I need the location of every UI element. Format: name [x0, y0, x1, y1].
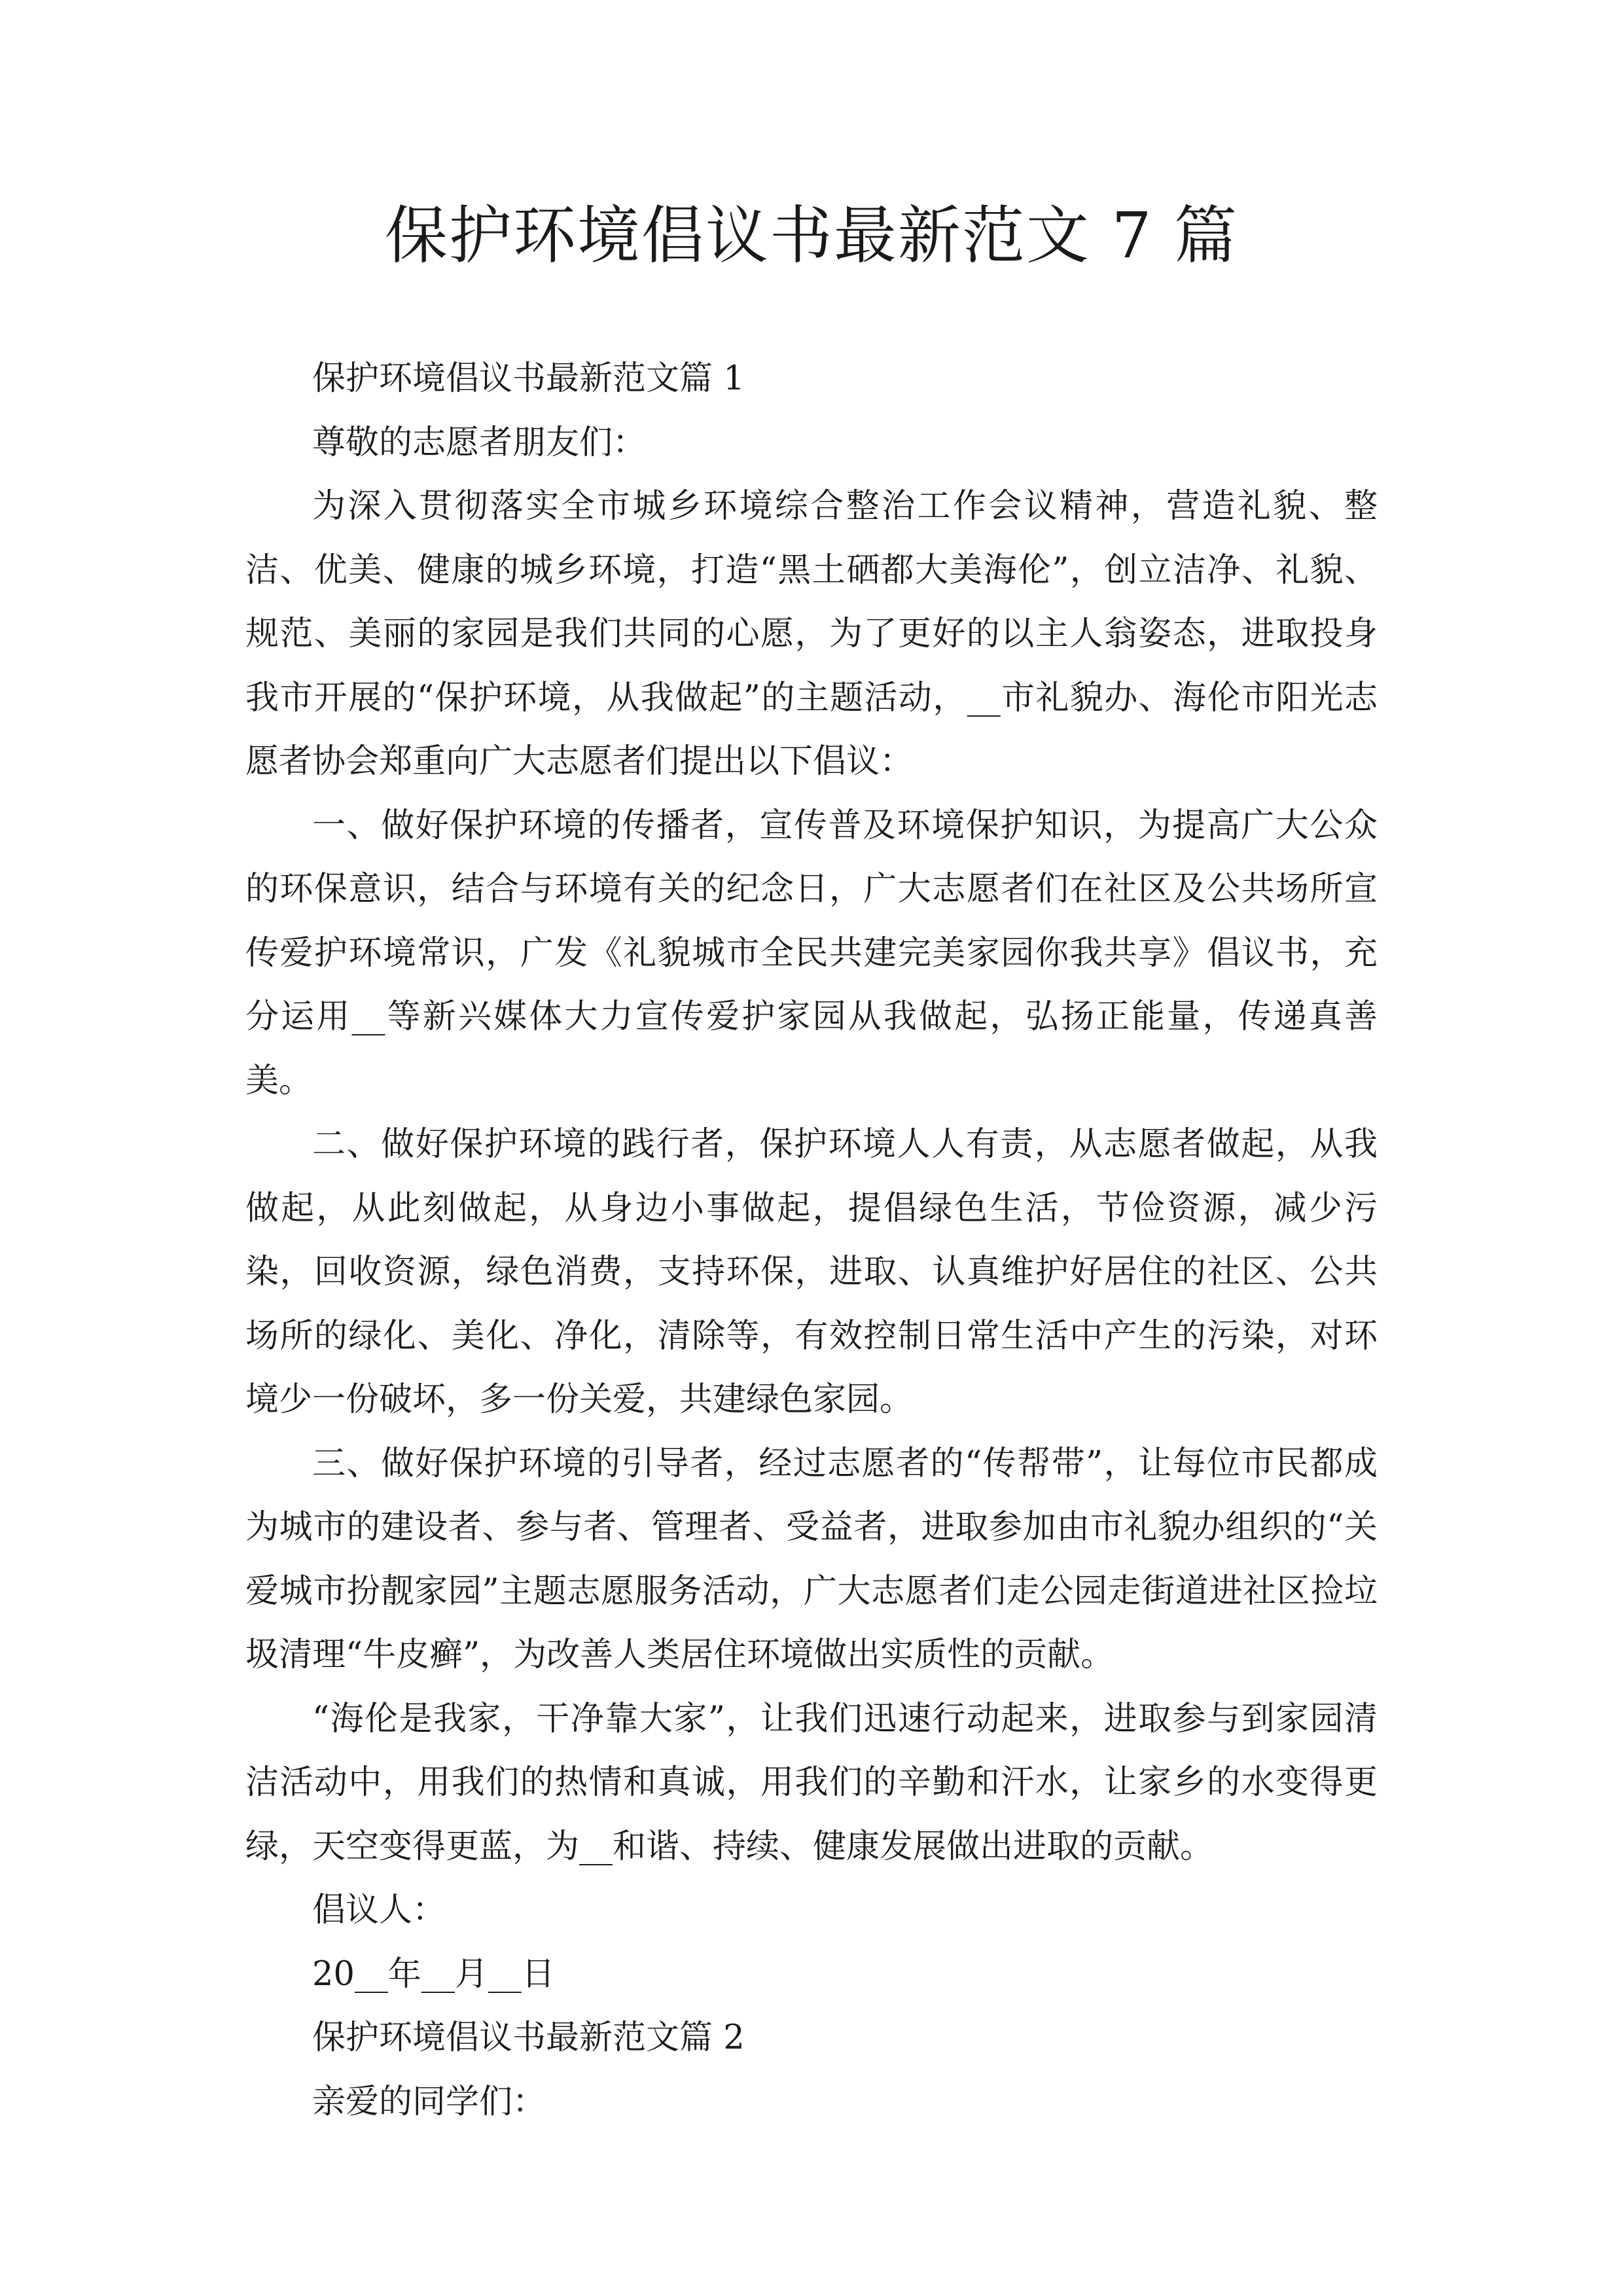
section-heading-1: 保护环境倡议书最新范文篇 1: [312, 359, 745, 398]
salutation-2: 亲爱的同学们：: [312, 2082, 546, 2121]
paragraph-point-2: 二、做好保护环境的践行者，保护环境人人有责，从志愿者做起，从我做起，从此刻做起，从身边小事做起，提倡绿色生活，节俭资源，减少污染，回收资源，绿色消费，支持环保，进取、认真维护好居住的社区、公共场所的绿化、美化、净化，清除等，有效控制日常生活中产生的污染，对环境少一份破坏，多一份关爱，共建绿色家园。: [245, 1125, 1378, 1419]
paragraph-point-3: 三、做好保护环境的引导者，经过志愿者的“传帮带”，让每位市民都成为城市的建设者、参与者、管理者、受益者，进取参加由市礼貌办组织的“关爱城市扮靓家园”主题志愿服务活动，广大志愿者们走公园走街道进社区捡垃圾清理“牛皮癣”，为改善人类居住环境做出实质性的贡献。: [245, 1444, 1378, 1674]
section-heading-2: 保护环境倡议书最新范文篇 2: [312, 2018, 745, 2057]
paragraph-point-1: 一、做好保护环境的传播者，宣传普及环境保护知识，为提高广大公众的环保意识，结合与环境有关的纪念日，广大志愿者们在社区及公共场所宣传爱护环境常识，广发《礼貌城市全民共建完美家园你我共享》倡议书，充分运用__等新兴媒体大力宣传爱护家园从我做起，弘扬正能量，传递真善美。: [245, 806, 1378, 1100]
salutation-1: 尊敬的志愿者朋友们：: [312, 423, 647, 462]
paragraph-intro: 为深入贯彻落实全市城乡环境综合整治工作会议精神，营造礼貌、整洁、优美、健康的城乡环境，打造“黑土硒都大美海伦”，创立洁净、礼貌、规范、美丽的家园是我们共同的心愿，为了更好的以主人翁姿态，进取投身我市开展的“保护环境，从我做起”的主题活动，__市礼貌办、海伦市阳光志愿者协会郑重向广大志愿者们提出以下倡议：: [245, 487, 1378, 781]
signature-date: 20__年__月__日: [312, 1954, 555, 1994]
paragraph-closing: “海伦是我家，干净靠大家”，让我们迅速行动起来，进取参与到家园清洁活动中，用我们的热情和真诚，用我们的辛勤和汗水，让家乡的水变得更绿，天空变得更蓝，为__和谐、持续、健康发展做出进取的贡献。: [245, 1699, 1378, 1866]
signature-label: 倡议人：: [312, 1891, 446, 1929]
document-title: 保护环境倡议书最新范文 7 篇: [384, 199, 1239, 272]
document-body: [245, 347, 1378, 2134]
